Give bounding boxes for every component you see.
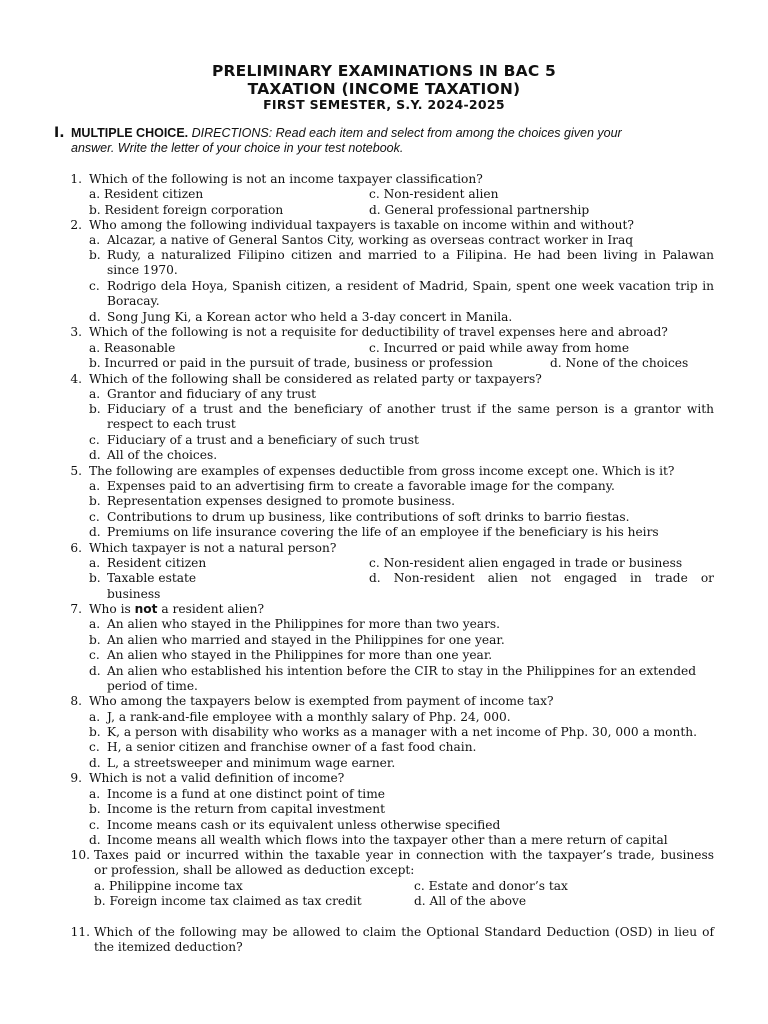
question-text-continuation: the itemized deduction? bbox=[94, 940, 243, 954]
choice: L, a streetsweeper and minimum wage earner. bbox=[107, 756, 396, 770]
choice: Rodrigo dela Hoya, Spanish citizen, a resident of Madrid, Spain, spent one week vacation trip in bbox=[107, 279, 714, 293]
directions-line-1 bbox=[71, 126, 714, 141]
question-text: Who among the following individual taxpayers is taxable on income within and without? bbox=[89, 218, 634, 232]
choice: a. Philippine income tax bbox=[94, 879, 243, 893]
choice-letter: d. bbox=[89, 756, 101, 770]
choice-letter: d. bbox=[89, 833, 101, 847]
exam-subtitle: TAXATION (INCOME TAXATION) bbox=[247, 80, 521, 98]
choice: An alien who stayed in the Philippines for more than one year. bbox=[107, 648, 493, 662]
choice: Fiduciary of a trust and a beneficiary of such trust bbox=[107, 433, 419, 447]
question-number: 4. bbox=[70, 372, 82, 386]
question-text: Which of the following is not a requisite for deductibility of travel expenses here and abroad? bbox=[89, 325, 668, 339]
choice: d. All of the above bbox=[414, 894, 527, 908]
choice: Song Jung Ki, a Korean actor who held a 3-day concert in Manila. bbox=[107, 310, 513, 324]
choice-letter: b. bbox=[89, 402, 101, 416]
choice-letter: b. bbox=[89, 248, 101, 262]
choice: Contributions to drum up business, like contributions of soft drinks to barrio fiestas. bbox=[107, 510, 630, 524]
choice: Premiums on life insurance covering the life of an employee if the beneficiary is his heirs bbox=[107, 525, 659, 539]
choice: c. Estate and donor’s tax bbox=[414, 879, 568, 893]
question-text-post: a resident alien? bbox=[157, 602, 265, 616]
choice-letter: a. bbox=[89, 710, 101, 724]
choice: a. Resident citizen bbox=[89, 187, 204, 201]
choice: c. Non-resident alien bbox=[369, 187, 499, 201]
choice-letter: a. bbox=[89, 617, 101, 631]
choice-letter: b. bbox=[89, 571, 101, 585]
question-text: Who among the taxpayers below is exempted from payment of income tax? bbox=[89, 694, 554, 708]
choice-letter: b. bbox=[89, 725, 101, 739]
question-text: Which taxpayer is not a natural person? bbox=[89, 541, 337, 555]
choice-continuation: period of time. bbox=[107, 679, 198, 693]
choice: An alien who stayed in the Philippines for more than two years. bbox=[107, 617, 501, 631]
choice: Fiduciary of a trust and the beneficiary of another trust if the same person is a grantor with bbox=[107, 402, 714, 416]
choice-letter: d. bbox=[89, 664, 101, 678]
choice: d. General professional partnership bbox=[369, 203, 590, 217]
question-number: 3. bbox=[70, 325, 82, 339]
choice-letter: c. bbox=[89, 648, 100, 662]
choice: Income is a fund at one distinct point of time bbox=[107, 787, 385, 801]
choice: Resident citizen bbox=[107, 556, 207, 570]
choice: Alcazar, a native of General Santos City, working as overseas contract worker in Iraq bbox=[107, 233, 634, 247]
question-number: 5. bbox=[70, 464, 82, 478]
exam-title: PRELIMINARY EXAMINATIONS IN BAC 5 bbox=[211, 62, 557, 80]
choice: Income is the return from capital investment bbox=[107, 802, 386, 816]
question-text-continuation: or profession, shall be allowed as deduction except: bbox=[94, 863, 415, 877]
choice: H, a senior citizen and franchise owner of a fast food chain. bbox=[107, 740, 477, 754]
choice-letter: c. bbox=[89, 740, 100, 754]
question-text-pre: Who is bbox=[89, 602, 135, 616]
question-number: 6. bbox=[70, 541, 82, 555]
choice-letter: d. bbox=[89, 525, 101, 539]
question-number: 7. bbox=[70, 602, 82, 616]
choice-continuation: respect to each trust bbox=[107, 417, 236, 431]
section-directions bbox=[54, 125, 714, 155]
choice-letter: a. bbox=[89, 556, 101, 570]
choice: Expenses paid to an advertising firm to create a favorable image for the company. bbox=[107, 479, 615, 493]
choice-letter: d. bbox=[89, 448, 101, 462]
choice-letter: b. bbox=[89, 494, 101, 508]
choice-letter: d. bbox=[89, 310, 101, 324]
choice: b. Resident foreign corporation bbox=[89, 203, 284, 217]
choice: Representation expenses designed to promote business. bbox=[107, 494, 456, 508]
choice-continuation: business bbox=[107, 587, 161, 601]
question-number: 1. bbox=[70, 172, 82, 186]
choice: Taxable estate bbox=[107, 571, 197, 585]
choice-letter: c. bbox=[89, 510, 100, 524]
choice: c. Incurred or paid while away from home bbox=[369, 341, 630, 355]
choice-letter: c. bbox=[89, 433, 100, 447]
question-number: 2. bbox=[70, 218, 82, 232]
choice-continuation: since 1970. bbox=[107, 263, 178, 277]
choice-letter: a. bbox=[89, 233, 101, 247]
choice: All of the choices. bbox=[107, 448, 218, 462]
choice: Income means cash or its equivalent unless otherwise specified bbox=[107, 818, 501, 832]
choice: J, a rank-and-file employee with a monthly salary of Php. 24, 000. bbox=[107, 710, 511, 724]
question-number: 10. bbox=[70, 848, 90, 862]
choice-letter: a. bbox=[89, 787, 101, 801]
choice: b. Foreign income tax claimed as tax credit bbox=[94, 894, 362, 908]
choice-letter: b. bbox=[89, 802, 101, 816]
choice: a. Reasonable bbox=[89, 341, 176, 355]
directions-text: DIRECTIONS: Read each item and select from among the choices given your bbox=[191, 126, 622, 140]
choice: b. Incurred or paid in the pursuit of trade, business or profession bbox=[89, 356, 493, 370]
directions-line-2: answer. Write the letter of your choice in your test notebook. bbox=[71, 141, 404, 155]
choice-letter: b. bbox=[89, 633, 101, 647]
choice: An alien who married and stayed in the Philippines for one year. bbox=[107, 633, 505, 647]
question-text: The following are examples of expenses deductible from gross income except one. Which is it? bbox=[89, 464, 675, 478]
question-number: 9. bbox=[70, 771, 82, 785]
choice: Income means all wealth which flows into the taxpayer other than a mere return of capital bbox=[107, 833, 668, 847]
choice-letter: c. bbox=[89, 818, 100, 832]
choice-continuation: Boracay. bbox=[107, 294, 160, 308]
question-text-emphasis: not bbox=[134, 602, 158, 616]
question-text: Which of the following may be allowed to claim the Optional Standard Deduction (OSD) in lieu of bbox=[94, 925, 714, 939]
exam-semester: FIRST SEMESTER, S.Y. 2024-2025 bbox=[263, 97, 505, 112]
section-heading: MULTIPLE CHOICE. bbox=[71, 126, 189, 140]
choice: K, a person with disability who works as a manager with a net income of Php. 30, 000 a month. bbox=[107, 725, 697, 739]
choice: An alien who established his intention before the CIR to stay in the Philippines for an extended bbox=[107, 664, 697, 678]
section-numeral: I. bbox=[54, 125, 65, 141]
question-number: 8. bbox=[70, 694, 82, 708]
choice: d. None of the choices bbox=[550, 356, 689, 370]
question-number: 11. bbox=[70, 925, 90, 939]
choice: Rudy, a naturalized Filipino citizen and married to a Filipina. He had been living in Palawan bbox=[107, 248, 714, 262]
question-text bbox=[89, 602, 264, 617]
question-text: Which of the following shall be considered as related party or taxpayers? bbox=[89, 372, 542, 386]
choice: c. Non-resident alien engaged in trade or business bbox=[369, 556, 683, 570]
question-text: Taxes paid or incurred within the taxable year in connection with the taxpayer’s trade, business bbox=[94, 848, 714, 862]
choice-letter: a. bbox=[89, 387, 101, 401]
choice: Grantor and fiduciary of any trust bbox=[107, 387, 317, 401]
question-text: Which of the following is not an income taxpayer classification? bbox=[89, 172, 483, 186]
choice: d. Non-resident alien not engaged in trade or bbox=[369, 571, 714, 585]
choice-letter: c. bbox=[89, 279, 100, 293]
question-text: Which is not a valid definition of income? bbox=[89, 771, 345, 785]
choice-letter: a. bbox=[89, 479, 101, 493]
